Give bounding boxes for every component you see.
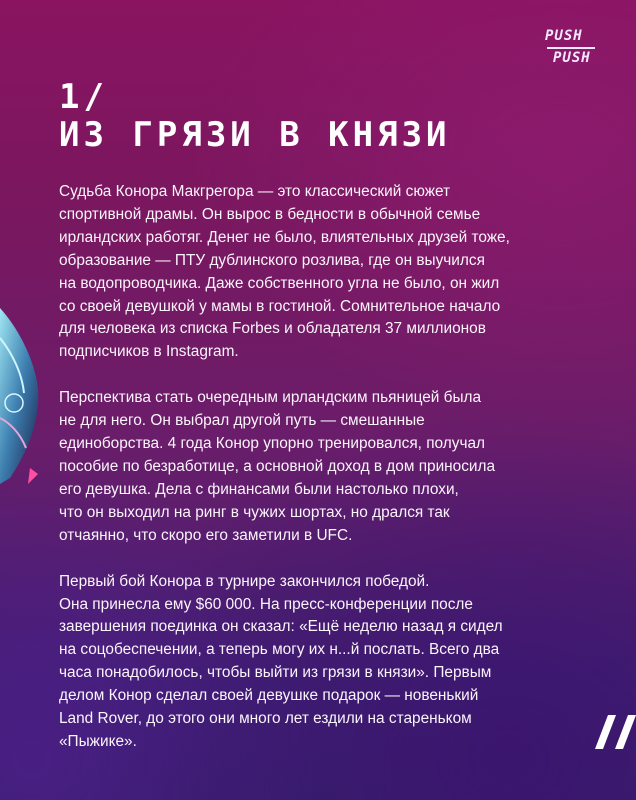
text-line: подписчиков в Instagram.	[59, 343, 239, 361]
text-line: «Пыжике».	[59, 732, 137, 750]
text-line: для человека из списка Forbes и обладателя 37 миллионов	[59, 320, 486, 338]
article-body	[59, 181, 539, 777]
text-line: пособие по безработице, а основной доход в дом приносила	[59, 457, 496, 475]
paragraph-1	[59, 181, 539, 364]
text-line: Первый бой Конора в турнире закончился победой.	[59, 572, 430, 590]
text-line: не для него. Он выбрал другой путь — смешанные	[59, 412, 425, 430]
text-line: Перспектива стать очередным ирландским пьяницей была	[59, 389, 482, 407]
logo-bar	[547, 47, 595, 49]
text-line: его девушка. Дела с финансами были настолько плохи,	[59, 480, 459, 498]
text-line: Land Rover, до этого они много лет ездили на стареньком	[59, 710, 472, 728]
paragraph-3	[59, 571, 539, 754]
text-line: часа понадобилось, чтобы выйти из грязи в князи». Первым	[59, 664, 492, 682]
page-heading	[59, 78, 451, 154]
text-line: отчаянно, что скоро его заметили в UFC.	[59, 526, 353, 544]
logo-line-1: PUSH	[545, 28, 583, 44]
text-line: со своей девушкой у мамы в гостиной. Сомнительное начало	[59, 297, 501, 315]
heading-title: ИЗ ГРЯЗИ В КНЯЗИ	[59, 115, 451, 155]
text-line: на водопроводчика. Даже собственного угла не было, он жил	[59, 274, 500, 292]
text-line: делом Конор сделал своей девушке подарок — новенький	[59, 687, 479, 705]
text-line: что он выходил на ринг в чужих шортах, но дрался так	[59, 503, 450, 521]
text-line: ирландских работяг. Денег не было, влиятельных друзей тоже,	[59, 228, 510, 246]
text-line: Судьба Конора Макгрегора — это классический сюжет	[59, 183, 451, 200]
text-line: на соцобеспечении, а теперь могу их н...й послать. Всего два	[59, 641, 500, 659]
double-slash-icon	[594, 715, 636, 749]
paragraph-2	[59, 387, 539, 547]
text-line: завершения поединка он сказал: «Ещё неделю назад я сидел	[59, 618, 503, 636]
heading-number: 1/	[59, 77, 108, 117]
text-line: спортивной драмы. Он вырос в бедности в обычной семье	[59, 205, 481, 223]
push-push-logo	[545, 27, 601, 73]
text-line: Она принесла ему $60 000. На пресс-конференции после	[59, 595, 473, 613]
text-line: образование — ПТУ дублинского розлива, где он выучился	[59, 251, 485, 269]
logo-line-2: PUSH	[553, 50, 591, 66]
decorative-artwork	[0, 298, 40, 488]
text-line: единоборства. 4 года Конор упорно тренировался, получал	[59, 435, 485, 453]
